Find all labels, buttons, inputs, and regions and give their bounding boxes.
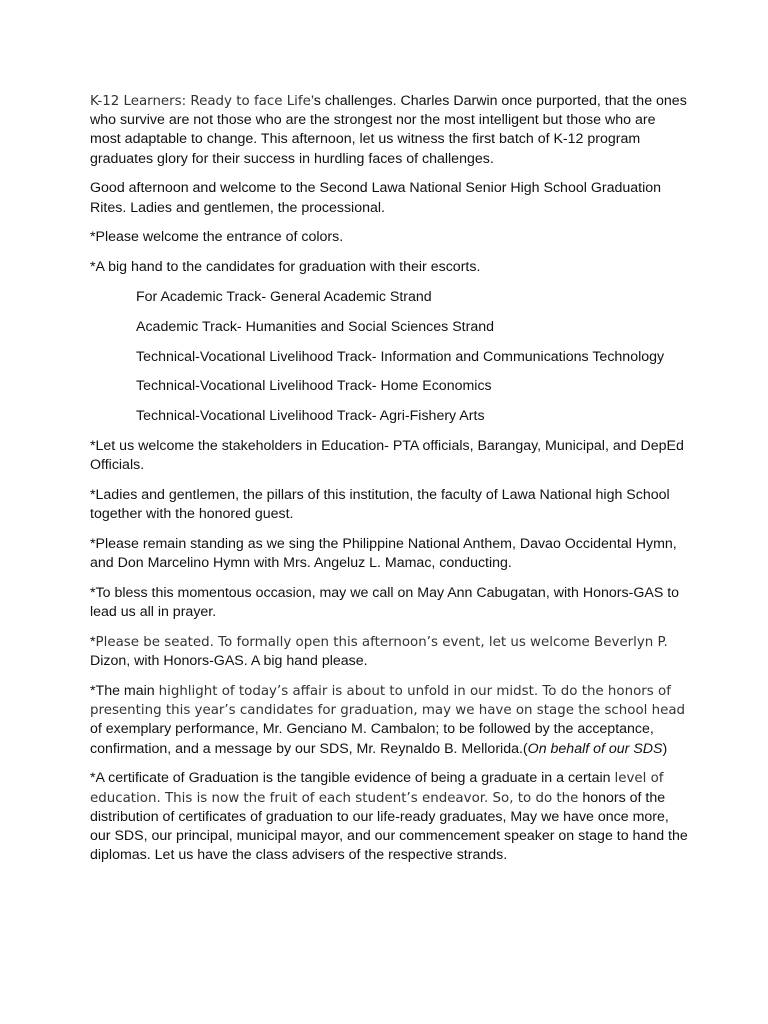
certificate-light-text: level of education. This is now the fruit of each student’s endeavor. So, to do the	[90, 771, 664, 806]
seated-text: Dizon, with Honors-GAS. A big hand please.	[90, 653, 368, 670]
track-item: Technical-Vocational Livelihood Track- Information and Communications Technology	[136, 348, 665, 365]
highlight-paragraph	[90, 682, 690, 759]
faculty-paragraph: *Ladies and gentlemen, the pillars of this institution, the faculty of Lawa National high School together with the honored guest.	[90, 486, 670, 523]
certificate-start: *A certificate of Graduation is the tangible evidence of being a graduate in a certain	[90, 770, 615, 787]
document-page	[90, 92, 690, 876]
candidates-paragraph: *A big hand to the candidates for graduation with their escorts.	[90, 259, 481, 276]
welcome-paragraph: Good afternoon and welcome to the Second Lawa National Senior High School Graduation Rites. Ladies and gentlemen, the processional.	[90, 180, 662, 216]
seated-paragraph	[90, 633, 690, 671]
intro-lead: K-12 Learners: Ready to face Life	[90, 94, 311, 109]
highlight-italic: On behalf of our SDS	[527, 740, 663, 757]
track-item: Academic Track- Humanities and Social Sciences Strand	[136, 318, 494, 335]
highlight-light-text: highlight of today’s affair is about to unfold in our midst. To do the honors of presenting this year’s candidates for graduation, may we have on stage the school head	[90, 683, 686, 719]
highlight-start: *The main	[90, 682, 159, 699]
prayer-paragraph: *To bless this momentous occasion, may we call on May Ann Cabugatan, with Honors-GAS to lead us all in prayer.	[90, 584, 680, 621]
seated-star: *	[90, 633, 96, 650]
anthem-paragraph: *Please remain standing as we sing the Philippine National Anthem, Davao Occidental Hymn, and Don Marcelino Hymn with Mrs. Angeluz L. Mamac, conducting.	[90, 535, 677, 572]
certificate-text: honors of the distribution of certificates of graduation to our life-ready graduates, May we have once more, our SDS, our principal, municipal mayor, and our commencement speaker on stage to hand the diplomas. Let us have the class advisers of the respective strands.	[90, 789, 688, 864]
highlight-end: )	[662, 740, 668, 757]
seated-light-text: Please be seated. To formally open this afternoon’s event, let us welcome Beverlyn P.	[95, 634, 668, 650]
colors-paragraph: *Please welcome the entrance of colors.	[90, 229, 344, 246]
intro-text: ’s challenges. Charles Darwin once purported, that the ones who survive are not those who are the strongest nor the most intelligent but those who are most adaptable to change. This afternoon, let us witness the first batch of K-12 program graduates glory for their success in hurdling faces of challenges.	[90, 93, 687, 167]
certificate-paragraph	[90, 769, 690, 865]
highlight-text: of exemplary performance, Mr. Genciano M. Cambalon; to be followed by the acceptance, confirmation, and a message by our SDS, Mr. Reynaldo B. Mellorida.(	[90, 721, 654, 757]
stakeholders-paragraph: *Let us welcome the stakeholders in Education- PTA officials, Barangay, Municipal, and DepEd Officials.	[90, 437, 684, 474]
track-item: For Academic Track- General Academic Strand	[136, 289, 432, 305]
intro-paragraph	[90, 92, 690, 169]
track-item: Technical-Vocational Livelihood Track- Agri-Fishery Arts	[136, 408, 485, 425]
track-item: Technical-Vocational Livelihood Track- Home Economics	[136, 378, 492, 395]
